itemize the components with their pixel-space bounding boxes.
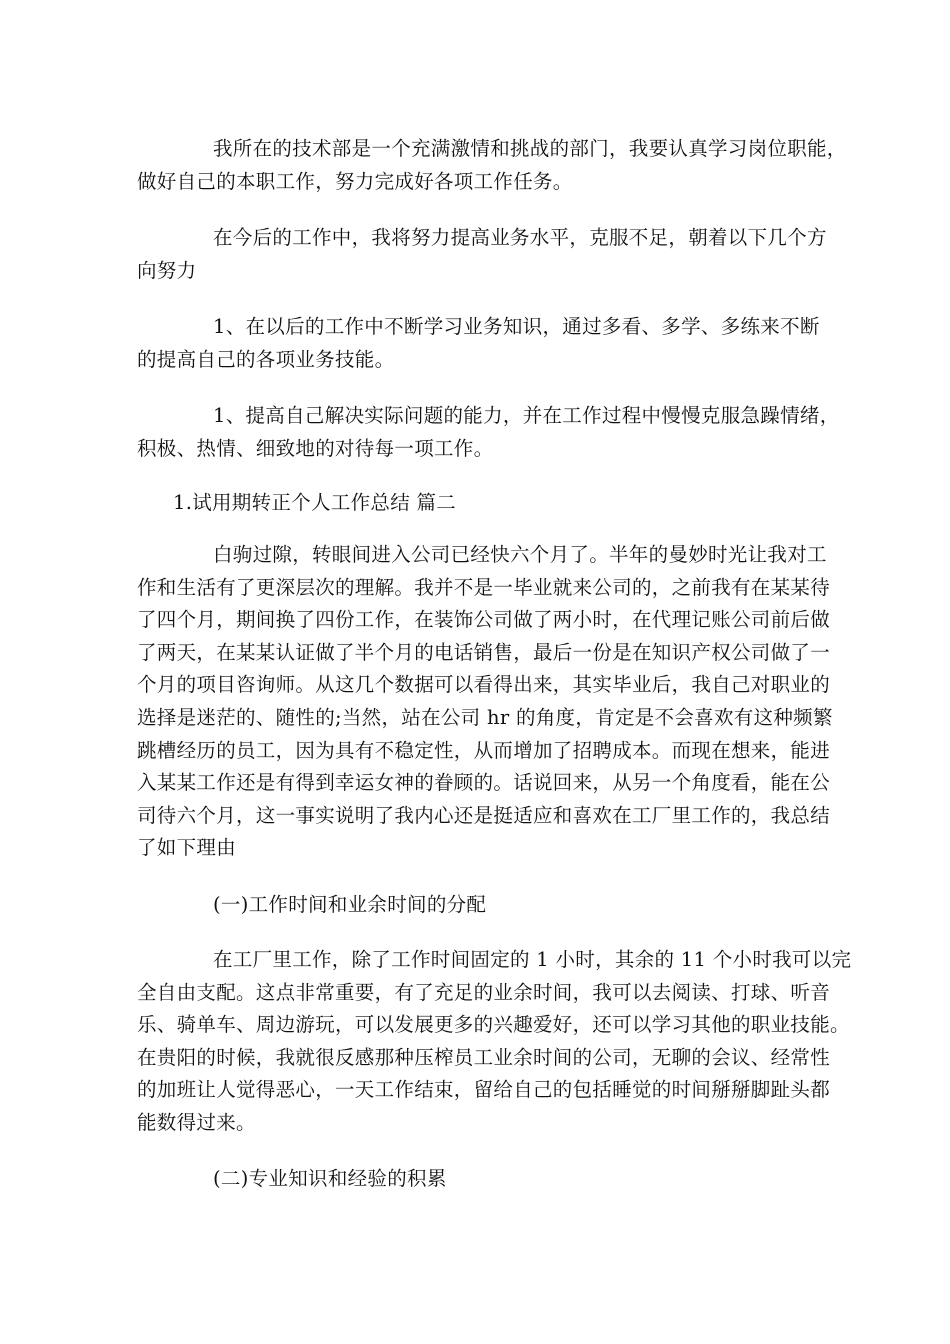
paragraph-line: 选择是迷茫的、随性的;当然，站在公司 hr 的角度，肯定是不会喜欢有这种频繁 (137, 705, 833, 729)
paragraph-line: 能数得过来。 (137, 1110, 256, 1134)
paragraph-line: 作和生活有了更深层次的理解。我并不是一毕业就来公司的，之前我有在某某待 (137, 575, 831, 599)
paragraph-line: 向努力 (137, 258, 197, 282)
paragraph-line: 积极、热情、细致地的对待每一项工作。 (137, 436, 494, 460)
paragraph-problem-solving (137, 400, 840, 465)
paragraph-line: 个月的项目咨询师。从这几个数据可以看得出来，其实毕业后，我自己对职业的 (137, 673, 831, 697)
paragraph-line: 了如下理由 (137, 836, 237, 860)
paragraph-learn-knowledge (137, 311, 822, 376)
paragraph-line: 在今后的工作中，我将努力提高业务水平，克服不足，朝着以下几个方 (213, 226, 827, 249)
paragraph-line: 做好自己的本职工作，努力完成好各项工作任务。 (137, 169, 573, 193)
subheading-knowledge-experience: (二)专业知识和经验的积累 (213, 1167, 447, 1190)
paragraph-future-work (137, 222, 827, 287)
paragraph-line: 的提高自己的各项业务技能。 (137, 347, 395, 371)
paragraph-line: 乐、骑单车、周边游玩，可以发展更多的兴趣爱好，还可以学习其他的职业技能。 (137, 1013, 850, 1037)
paragraph-line: 跳槽经历的员工，因为具有不稳定性，从而增加了招聘成本。而现在想来，能进 (137, 738, 831, 762)
paragraph-line: 在工厂里工作，除了工作时间固定的 1 小时，其余的 11 个小时我可以完 (213, 948, 852, 971)
paragraph-line: 我所在的技术部是一个充满激情和挑战的部门，我要认真学习岗位职能， (213, 137, 847, 160)
paragraph-line: 1、提高自己解决实际问题的能力，并在工作过程中慢慢克服急躁情绪， (213, 404, 840, 427)
paragraph-six-months (137, 539, 833, 865)
paragraph-line: 在贵阳的时候，我就很反感那种压榨员工业余时间的公司，无聊的会议、经常性 (137, 1045, 831, 1069)
subheading-time-allocation: (一)工作时间和业余时间的分配 (213, 893, 487, 916)
paragraph-line: 入某某工作还是有得到幸运女神的眷顾的。话说回来，从另一个角度看，能在公 (137, 771, 831, 795)
paragraph-line: 1、在以后的工作中不断学习业务知识，通过多看、多学、多练来不断 (213, 315, 820, 338)
paragraph-line: 全自由支配。这点非常重要，有了充足的业余时间，我可以去阅读、打球、听音 (137, 980, 831, 1004)
paragraph-line: 的加班让人觉得恶心，一天工作结束，留给自己的包括睡觉的时间掰掰脚趾头都 (137, 1078, 831, 1102)
paragraph-line: 司待六个月，这一事实说明了我内心还是挺适应和喜欢在工厂里工作的，我总结 (137, 803, 831, 827)
paragraph-line: 了两天，在某某认证做了半个月的电话销售，最后一份是在知识产权公司做了一 (137, 640, 831, 664)
paragraph-tech-department (137, 133, 847, 198)
paragraph-line: 白驹过隙，转眼间进入公司已经快六个月了。半年的曼妙时光让我对工 (213, 543, 827, 566)
paragraph-line: 了四个月，期间换了四份工作，在装饰公司做了两小时，在代理记账公司前后做 (137, 608, 831, 632)
paragraph-factory-work (137, 944, 852, 1140)
section-heading: 1.试用期转正个人工作总结 篇二 (173, 491, 457, 514)
